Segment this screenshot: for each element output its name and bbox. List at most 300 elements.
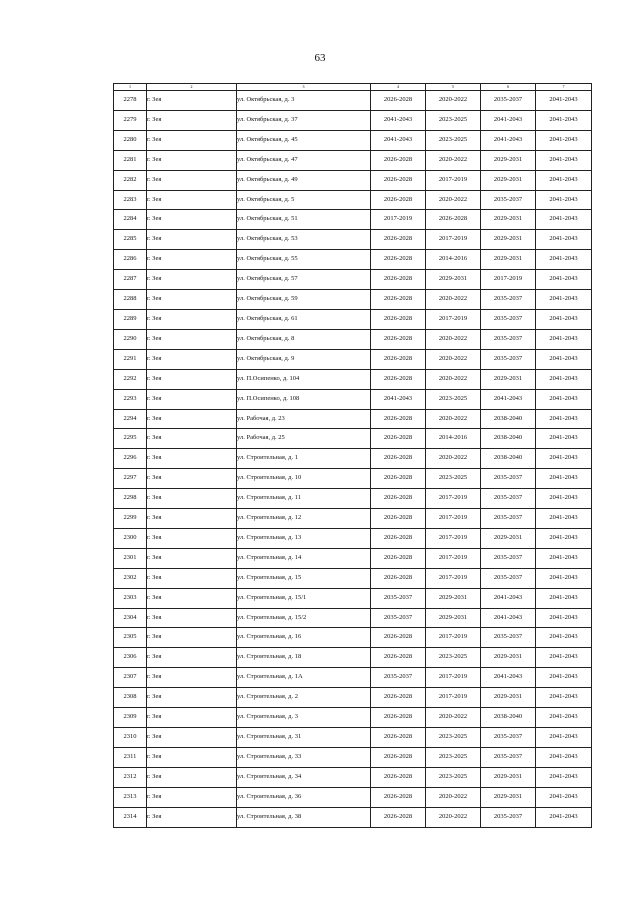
table-row bbox=[114, 309, 592, 329]
table-row bbox=[114, 270, 592, 290]
row-number-cell: 2290 bbox=[114, 329, 147, 349]
city-cell: г. Зея bbox=[147, 349, 237, 369]
period-col5-cell: 2017-2019 bbox=[426, 230, 481, 250]
table-row bbox=[114, 329, 592, 349]
city-cell: г. Зея bbox=[147, 130, 237, 150]
period-col4-cell: 2026-2028 bbox=[371, 528, 426, 548]
period-col7-cell: 2041-2043 bbox=[536, 290, 592, 310]
period-col6-cell: 2029-2031 bbox=[481, 688, 536, 708]
period-col4-cell: 2041-2043 bbox=[371, 130, 426, 150]
row-number-cell: 2302 bbox=[114, 568, 147, 588]
period-col5-cell: 2017-2019 bbox=[426, 170, 481, 190]
period-col7-cell: 2041-2043 bbox=[536, 469, 592, 489]
row-number-cell: 2299 bbox=[114, 509, 147, 529]
city-cell: г. Зея bbox=[147, 807, 237, 827]
period-col6-cell: 2041-2043 bbox=[481, 608, 536, 628]
period-col6-cell: 2038-2040 bbox=[481, 708, 536, 728]
period-col6-cell: 2035-2037 bbox=[481, 509, 536, 529]
table-row bbox=[114, 509, 592, 529]
address-cell: ул. Строительная, д. 2 bbox=[237, 688, 371, 708]
period-col7-cell: 2041-2043 bbox=[536, 509, 592, 529]
table-row bbox=[114, 628, 592, 648]
city-cell: г. Зея bbox=[147, 668, 237, 688]
table-row bbox=[114, 728, 592, 748]
period-col5-cell: 2014-2016 bbox=[426, 429, 481, 449]
period-col5-cell: 2020-2022 bbox=[426, 290, 481, 310]
city-cell: г. Зея bbox=[147, 250, 237, 270]
period-col7-cell: 2041-2043 bbox=[536, 369, 592, 389]
period-col7-cell: 2041-2043 bbox=[536, 389, 592, 409]
address-cell: ул. Строительная, д. 16 bbox=[237, 628, 371, 648]
period-col6-cell: 2041-2043 bbox=[481, 668, 536, 688]
period-col4-cell: 2035-2037 bbox=[371, 608, 426, 628]
row-number-cell: 2285 bbox=[114, 230, 147, 250]
table-row bbox=[114, 91, 592, 111]
period-col6-cell: 2029-2031 bbox=[481, 170, 536, 190]
period-col7-cell: 2041-2043 bbox=[536, 130, 592, 150]
address-cell: ул. Строительная, д. 1А bbox=[237, 668, 371, 688]
period-col4-cell: 2026-2028 bbox=[371, 548, 426, 568]
city-cell: г. Зея bbox=[147, 389, 237, 409]
period-col5-cell: 2023-2025 bbox=[426, 110, 481, 130]
address-cell: ул. Октябрьская, д. 8 bbox=[237, 329, 371, 349]
table-row bbox=[114, 568, 592, 588]
period-col5-cell: 2020-2022 bbox=[426, 409, 481, 429]
table-row bbox=[114, 130, 592, 150]
period-col4-cell: 2026-2028 bbox=[371, 628, 426, 648]
row-number-cell: 2279 bbox=[114, 110, 147, 130]
column-number: 4 bbox=[371, 84, 426, 91]
table-row bbox=[114, 290, 592, 310]
period-col6-cell: 2041-2043 bbox=[481, 588, 536, 608]
address-cell: ул. Строительная, д. 3 bbox=[237, 708, 371, 728]
period-col6-cell: 2029-2031 bbox=[481, 648, 536, 668]
row-number-cell: 2283 bbox=[114, 190, 147, 210]
address-cell: ул. Октябрьская, д. 61 bbox=[237, 309, 371, 329]
period-col5-cell: 2020-2022 bbox=[426, 190, 481, 210]
period-col4-cell: 2017-2019 bbox=[371, 210, 426, 230]
period-col4-cell: 2026-2028 bbox=[371, 190, 426, 210]
row-number-cell: 2291 bbox=[114, 349, 147, 369]
period-col7-cell: 2041-2043 bbox=[536, 110, 592, 130]
city-cell: г. Зея bbox=[147, 210, 237, 230]
row-number-cell: 2314 bbox=[114, 807, 147, 827]
address-cell: ул. Рабочая, д. 23 bbox=[237, 409, 371, 429]
period-col7-cell: 2041-2043 bbox=[536, 588, 592, 608]
period-col4-cell: 2026-2028 bbox=[371, 429, 426, 449]
period-col5-cell: 2017-2019 bbox=[426, 528, 481, 548]
city-cell: г. Зея bbox=[147, 528, 237, 548]
period-col6-cell: 2035-2037 bbox=[481, 309, 536, 329]
city-cell: г. Зея bbox=[147, 329, 237, 349]
period-col4-cell: 2026-2028 bbox=[371, 469, 426, 489]
period-col6-cell: 2038-2040 bbox=[481, 409, 536, 429]
period-col7-cell: 2041-2043 bbox=[536, 668, 592, 688]
period-col4-cell: 2026-2028 bbox=[371, 170, 426, 190]
period-col5-cell: 2020-2022 bbox=[426, 91, 481, 111]
city-cell: г. Зея bbox=[147, 767, 237, 787]
city-cell: г. Зея bbox=[147, 150, 237, 170]
table-row bbox=[114, 548, 592, 568]
period-col6-cell: 2038-2040 bbox=[481, 429, 536, 449]
address-cell: ул. Октябрьская, д. 59 bbox=[237, 290, 371, 310]
city-cell: г. Зея bbox=[147, 270, 237, 290]
address-cell: ул. Строительная, д. 31 bbox=[237, 728, 371, 748]
period-col5-cell: 2017-2019 bbox=[426, 628, 481, 648]
city-cell: г. Зея bbox=[147, 548, 237, 568]
period-col4-cell: 2026-2028 bbox=[371, 91, 426, 111]
address-cell: ул. Октябрьская, д. 47 bbox=[237, 150, 371, 170]
period-col5-cell: 2023-2025 bbox=[426, 728, 481, 748]
period-col6-cell: 2029-2031 bbox=[481, 210, 536, 230]
address-cell: ул. Октябрьская, д. 9 bbox=[237, 349, 371, 369]
table-row bbox=[114, 767, 592, 787]
address-cell: ул. Строительная, д. 14 bbox=[237, 548, 371, 568]
period-col6-cell: 2029-2031 bbox=[481, 230, 536, 250]
period-col4-cell: 2026-2028 bbox=[371, 708, 426, 728]
address-cell: ул. Строительная, д. 15/2 bbox=[237, 608, 371, 628]
period-col5-cell: 2017-2019 bbox=[426, 509, 481, 529]
period-col4-cell: 2026-2028 bbox=[371, 688, 426, 708]
period-col6-cell: 2035-2037 bbox=[481, 190, 536, 210]
city-cell: г. Зея bbox=[147, 747, 237, 767]
period-col6-cell: 2029-2031 bbox=[481, 150, 536, 170]
period-col6-cell: 2029-2031 bbox=[481, 369, 536, 389]
period-col6-cell: 2029-2031 bbox=[481, 787, 536, 807]
city-cell: г. Зея bbox=[147, 110, 237, 130]
address-cell: ул. Строительная, д. 1 bbox=[237, 449, 371, 469]
row-number-cell: 2307 bbox=[114, 668, 147, 688]
table-row bbox=[114, 170, 592, 190]
row-number-cell: 2306 bbox=[114, 648, 147, 668]
table-row bbox=[114, 210, 592, 230]
city-cell: г. Зея bbox=[147, 369, 237, 389]
period-col6-cell: 2017-2019 bbox=[481, 270, 536, 290]
city-cell: г. Зея bbox=[147, 489, 237, 509]
period-col7-cell: 2041-2043 bbox=[536, 91, 592, 111]
table-row bbox=[114, 807, 592, 827]
address-cell: ул. Октябрьская, д. 3 bbox=[237, 91, 371, 111]
row-number-cell: 2292 bbox=[114, 369, 147, 389]
period-col4-cell: 2026-2028 bbox=[371, 270, 426, 290]
row-number-cell: 2297 bbox=[114, 469, 147, 489]
city-cell: г. Зея bbox=[147, 190, 237, 210]
period-col5-cell: 2017-2019 bbox=[426, 309, 481, 329]
table-row bbox=[114, 469, 592, 489]
period-col4-cell: 2026-2028 bbox=[371, 489, 426, 509]
period-col5-cell: 2020-2022 bbox=[426, 708, 481, 728]
period-col5-cell: 2026-2028 bbox=[426, 210, 481, 230]
period-col5-cell: 2023-2025 bbox=[426, 130, 481, 150]
period-col7-cell: 2041-2043 bbox=[536, 728, 592, 748]
city-cell: г. Зея bbox=[147, 509, 237, 529]
period-col7-cell: 2041-2043 bbox=[536, 767, 592, 787]
period-col4-cell: 2026-2028 bbox=[371, 250, 426, 270]
row-number-cell: 2293 bbox=[114, 389, 147, 409]
period-col5-cell: 2023-2025 bbox=[426, 389, 481, 409]
city-cell: г. Зея bbox=[147, 309, 237, 329]
city-cell: г. Зея bbox=[147, 230, 237, 250]
table-body bbox=[114, 91, 592, 828]
period-col7-cell: 2041-2043 bbox=[536, 329, 592, 349]
period-col5-cell: 2023-2025 bbox=[426, 648, 481, 668]
period-col7-cell: 2041-2043 bbox=[536, 309, 592, 329]
row-number-cell: 2278 bbox=[114, 91, 147, 111]
row-number-cell: 2304 bbox=[114, 608, 147, 628]
address-cell: ул. Строительная, д. 38 bbox=[237, 807, 371, 827]
city-cell: г. Зея bbox=[147, 648, 237, 668]
period-col7-cell: 2041-2043 bbox=[536, 528, 592, 548]
column-number: 5 bbox=[426, 84, 481, 91]
period-col4-cell: 2026-2028 bbox=[371, 369, 426, 389]
period-col4-cell: 2026-2028 bbox=[371, 648, 426, 668]
period-col4-cell: 2026-2028 bbox=[371, 509, 426, 529]
table-row bbox=[114, 708, 592, 728]
period-col4-cell: 2026-2028 bbox=[371, 787, 426, 807]
period-col6-cell: 2029-2031 bbox=[481, 767, 536, 787]
period-col7-cell: 2041-2043 bbox=[536, 608, 592, 628]
address-cell: ул. Строительная, д. 36 bbox=[237, 787, 371, 807]
period-col4-cell: 2026-2028 bbox=[371, 290, 426, 310]
period-col6-cell: 2035-2037 bbox=[481, 349, 536, 369]
address-cell: ул. Октябрьская, д. 55 bbox=[237, 250, 371, 270]
period-col7-cell: 2041-2043 bbox=[536, 190, 592, 210]
period-col5-cell: 2017-2019 bbox=[426, 568, 481, 588]
row-number-cell: 2311 bbox=[114, 747, 147, 767]
period-col7-cell: 2041-2043 bbox=[536, 210, 592, 230]
table-row bbox=[114, 588, 592, 608]
period-col5-cell: 2020-2022 bbox=[426, 329, 481, 349]
column-number: 2 bbox=[147, 84, 237, 91]
period-col7-cell: 2041-2043 bbox=[536, 270, 592, 290]
period-col5-cell: 2014-2016 bbox=[426, 250, 481, 270]
period-col7-cell: 2041-2043 bbox=[536, 349, 592, 369]
address-cell: ул. Строительная, д. 15/1 bbox=[237, 588, 371, 608]
period-col7-cell: 2041-2043 bbox=[536, 150, 592, 170]
period-col7-cell: 2041-2043 bbox=[536, 489, 592, 509]
period-col5-cell: 2020-2022 bbox=[426, 150, 481, 170]
city-cell: г. Зея bbox=[147, 429, 237, 449]
row-number-cell: 2295 bbox=[114, 429, 147, 449]
row-number-cell: 2308 bbox=[114, 688, 147, 708]
period-col4-cell: 2026-2028 bbox=[371, 329, 426, 349]
table-row bbox=[114, 688, 592, 708]
row-number-cell: 2281 bbox=[114, 150, 147, 170]
row-number-cell: 2298 bbox=[114, 489, 147, 509]
column-number: 6 bbox=[481, 84, 536, 91]
city-cell: г. Зея bbox=[147, 170, 237, 190]
period-col4-cell: 2026-2028 bbox=[371, 807, 426, 827]
address-cell: ул. Октябрьская, д. 37 bbox=[237, 110, 371, 130]
period-col7-cell: 2041-2043 bbox=[536, 230, 592, 250]
table-row bbox=[114, 449, 592, 469]
table-row bbox=[114, 389, 592, 409]
period-col4-cell: 2041-2043 bbox=[371, 389, 426, 409]
city-cell: г. Зея bbox=[147, 568, 237, 588]
period-col7-cell: 2041-2043 bbox=[536, 568, 592, 588]
period-col4-cell: 2026-2028 bbox=[371, 767, 426, 787]
period-col4-cell: 2026-2028 bbox=[371, 568, 426, 588]
period-col7-cell: 2041-2043 bbox=[536, 429, 592, 449]
address-cell: ул. Строительная, д. 11 bbox=[237, 489, 371, 509]
table-row bbox=[114, 429, 592, 449]
address-cell: ул. П.Осипенко, д. 104 bbox=[237, 369, 371, 389]
page-number: 63 bbox=[314, 52, 326, 64]
row-number-cell: 2312 bbox=[114, 767, 147, 787]
address-cell: ул. Октябрьская, д. 5 bbox=[237, 190, 371, 210]
period-col5-cell: 2029-2031 bbox=[426, 608, 481, 628]
city-cell: г. Зея bbox=[147, 628, 237, 648]
period-col5-cell: 2029-2031 bbox=[426, 588, 481, 608]
period-col4-cell: 2035-2037 bbox=[371, 588, 426, 608]
period-col7-cell: 2041-2043 bbox=[536, 628, 592, 648]
period-col6-cell: 2035-2037 bbox=[481, 807, 536, 827]
period-col6-cell: 2035-2037 bbox=[481, 329, 536, 349]
row-number-cell: 2300 bbox=[114, 528, 147, 548]
period-col4-cell: 2026-2028 bbox=[371, 728, 426, 748]
period-col4-cell: 2026-2028 bbox=[371, 150, 426, 170]
address-cell: ул. Строительная, д. 34 bbox=[237, 767, 371, 787]
period-col5-cell: 2020-2022 bbox=[426, 807, 481, 827]
period-col7-cell: 2041-2043 bbox=[536, 548, 592, 568]
city-cell: г. Зея bbox=[147, 708, 237, 728]
period-col6-cell: 2041-2043 bbox=[481, 110, 536, 130]
address-cell: ул. Октябрьская, д. 45 bbox=[237, 130, 371, 150]
period-col7-cell: 2041-2043 bbox=[536, 807, 592, 827]
table-row bbox=[114, 230, 592, 250]
period-col7-cell: 2041-2043 bbox=[536, 170, 592, 190]
row-number-cell: 2284 bbox=[114, 210, 147, 230]
city-cell: г. Зея bbox=[147, 787, 237, 807]
address-cell: ул. Октябрьская, д. 51 bbox=[237, 210, 371, 230]
address-cell: ул. Рабочая, д. 25 bbox=[237, 429, 371, 449]
column-number: 3 bbox=[237, 84, 371, 91]
row-number-cell: 2309 bbox=[114, 708, 147, 728]
period-col5-cell: 2017-2019 bbox=[426, 489, 481, 509]
table-row bbox=[114, 110, 592, 130]
period-col7-cell: 2041-2043 bbox=[536, 708, 592, 728]
period-col6-cell: 2035-2037 bbox=[481, 91, 536, 111]
row-number-cell: 2301 bbox=[114, 548, 147, 568]
table-row bbox=[114, 150, 592, 170]
period-col6-cell: 2041-2043 bbox=[481, 130, 536, 150]
table-row bbox=[114, 747, 592, 767]
row-number-cell: 2289 bbox=[114, 309, 147, 329]
row-number-cell: 2282 bbox=[114, 170, 147, 190]
table-row bbox=[114, 349, 592, 369]
period-col4-cell: 2026-2028 bbox=[371, 747, 426, 767]
row-number-cell: 2313 bbox=[114, 787, 147, 807]
table-row bbox=[114, 608, 592, 628]
period-col5-cell: 2020-2022 bbox=[426, 449, 481, 469]
period-col5-cell: 2017-2019 bbox=[426, 688, 481, 708]
address-cell: ул. Строительная, д. 13 bbox=[237, 528, 371, 548]
repair-schedule-table bbox=[113, 83, 592, 828]
column-number: 1 bbox=[114, 84, 147, 91]
row-number-cell: 2286 bbox=[114, 250, 147, 270]
address-cell: ул. Октябрьская, д. 49 bbox=[237, 170, 371, 190]
row-number-cell: 2287 bbox=[114, 270, 147, 290]
row-number-cell: 2296 bbox=[114, 449, 147, 469]
address-cell: ул. Октябрьская, д. 57 bbox=[237, 270, 371, 290]
city-cell: г. Зея bbox=[147, 728, 237, 748]
address-cell: ул. П.Осипенко, д. 108 bbox=[237, 389, 371, 409]
period-col4-cell: 2041-2043 bbox=[371, 110, 426, 130]
period-col7-cell: 2041-2043 bbox=[536, 648, 592, 668]
row-number-cell: 2288 bbox=[114, 290, 147, 310]
period-col5-cell: 2023-2025 bbox=[426, 747, 481, 767]
city-cell: г. Зея bbox=[147, 91, 237, 111]
period-col6-cell: 2029-2031 bbox=[481, 528, 536, 548]
table-row bbox=[114, 369, 592, 389]
table-row bbox=[114, 528, 592, 548]
address-cell: ул. Строительная, д. 15 bbox=[237, 568, 371, 588]
table-row bbox=[114, 190, 592, 210]
row-number-cell: 2294 bbox=[114, 409, 147, 429]
period-col5-cell: 2020-2022 bbox=[426, 787, 481, 807]
period-col5-cell: 2029-2031 bbox=[426, 270, 481, 290]
city-cell: г. Зея bbox=[147, 608, 237, 628]
city-cell: г. Зея bbox=[147, 409, 237, 429]
row-number-cell: 2310 bbox=[114, 728, 147, 748]
column-number: 7 bbox=[536, 84, 592, 91]
row-number-cell: 2305 bbox=[114, 628, 147, 648]
period-col6-cell: 2038-2040 bbox=[481, 449, 536, 469]
period-col5-cell: 2023-2025 bbox=[426, 469, 481, 489]
address-cell: ул. Строительная, д. 18 bbox=[237, 648, 371, 668]
period-col5-cell: 2023-2025 bbox=[426, 767, 481, 787]
table-row bbox=[114, 489, 592, 509]
period-col6-cell: 2035-2037 bbox=[481, 469, 536, 489]
column-number-row bbox=[114, 84, 592, 91]
period-col6-cell: 2035-2037 bbox=[481, 747, 536, 767]
address-cell: ул. Строительная, д. 12 bbox=[237, 509, 371, 529]
period-col5-cell: 2020-2022 bbox=[426, 369, 481, 389]
period-col6-cell: 2035-2037 bbox=[481, 290, 536, 310]
table-row bbox=[114, 787, 592, 807]
period-col5-cell: 2017-2019 bbox=[426, 668, 481, 688]
period-col4-cell: 2026-2028 bbox=[371, 449, 426, 469]
period-col7-cell: 2041-2043 bbox=[536, 250, 592, 270]
period-col4-cell: 2026-2028 bbox=[371, 309, 426, 329]
row-number-cell: 2303 bbox=[114, 588, 147, 608]
address-cell: ул. Строительная, д. 10 bbox=[237, 469, 371, 489]
period-col4-cell: 2026-2028 bbox=[371, 230, 426, 250]
period-col7-cell: 2041-2043 bbox=[536, 787, 592, 807]
table-row bbox=[114, 648, 592, 668]
row-number-cell: 2280 bbox=[114, 130, 147, 150]
address-cell: ул. Строительная, д. 33 bbox=[237, 747, 371, 767]
city-cell: г. Зея bbox=[147, 688, 237, 708]
period-col6-cell: 2035-2037 bbox=[481, 568, 536, 588]
period-col5-cell: 2017-2019 bbox=[426, 548, 481, 568]
period-col6-cell: 2035-2037 bbox=[481, 489, 536, 509]
city-cell: г. Зея bbox=[147, 588, 237, 608]
period-col7-cell: 2041-2043 bbox=[536, 449, 592, 469]
table-row bbox=[114, 409, 592, 429]
city-cell: г. Зея bbox=[147, 449, 237, 469]
period-col6-cell: 2035-2037 bbox=[481, 728, 536, 748]
period-col6-cell: 2035-2037 bbox=[481, 628, 536, 648]
period-col7-cell: 2041-2043 bbox=[536, 409, 592, 429]
city-cell: г. Зея bbox=[147, 469, 237, 489]
period-col4-cell: 2026-2028 bbox=[371, 349, 426, 369]
period-col6-cell: 2029-2031 bbox=[481, 250, 536, 270]
period-col5-cell: 2020-2022 bbox=[426, 349, 481, 369]
period-col6-cell: 2035-2037 bbox=[481, 548, 536, 568]
table-row bbox=[114, 668, 592, 688]
period-col6-cell: 2041-2043 bbox=[481, 389, 536, 409]
